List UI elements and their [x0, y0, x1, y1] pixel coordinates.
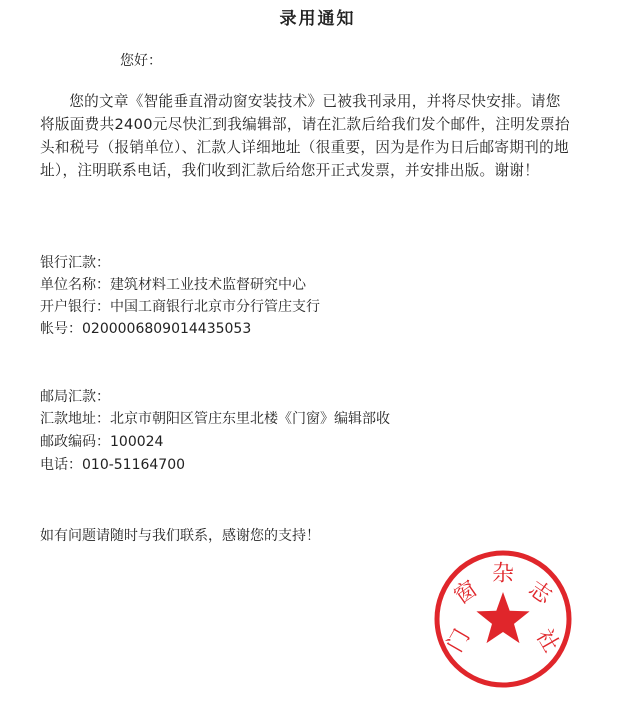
stamp-char: 门: [442, 625, 476, 657]
post-postcode: 邮政编码：100024: [40, 434, 164, 450]
bank-heading: 银行汇款：: [40, 255, 110, 271]
post-address: 汇款地址：北京市朝阳区管庄东里北楼《门窗》编辑部收: [40, 411, 390, 427]
notice-title: 录用通知: [279, 9, 356, 29]
bank-account: 帐号：0200006809014435053: [40, 321, 252, 337]
stamp-char: 杂: [491, 561, 515, 587]
stamp-char: 窗: [449, 576, 483, 610]
post-heading: 邮局汇款：: [40, 389, 110, 405]
stamp-char: 社: [530, 625, 564, 657]
stamp-char: 志: [523, 576, 557, 610]
stamp-star: [476, 592, 529, 643]
bank-name: 开户银行：中国工商银行北京市分行管庄支行: [40, 299, 320, 315]
post-phone: 电话：010-51164700: [40, 457, 186, 473]
body-paragraph: 您的文章《智能垂直滑动窗安装技术》已被我刊录用，并将尽快安排。请您将版面费共2400元尽快汇到我编辑部，请在汇款后给我们发个邮件，注明发票抬头和税号（报销单位）、汇款人详细地址（很重要，因为是作为日后邮寄期刊的地址），注明联系电话，我们收到汇款后给您开正式发票，并安排出版。谢谢！: [40, 93, 570, 179]
bank-unit-name: 单位名称：建筑材料工业技术监督研究中心: [40, 277, 306, 293]
official-seal-stamp: [432, 548, 574, 690]
closing-text: 如有问题请随时与我们联系，感谢您的支持！: [40, 528, 320, 544]
greeting: 您好：: [120, 53, 162, 69]
